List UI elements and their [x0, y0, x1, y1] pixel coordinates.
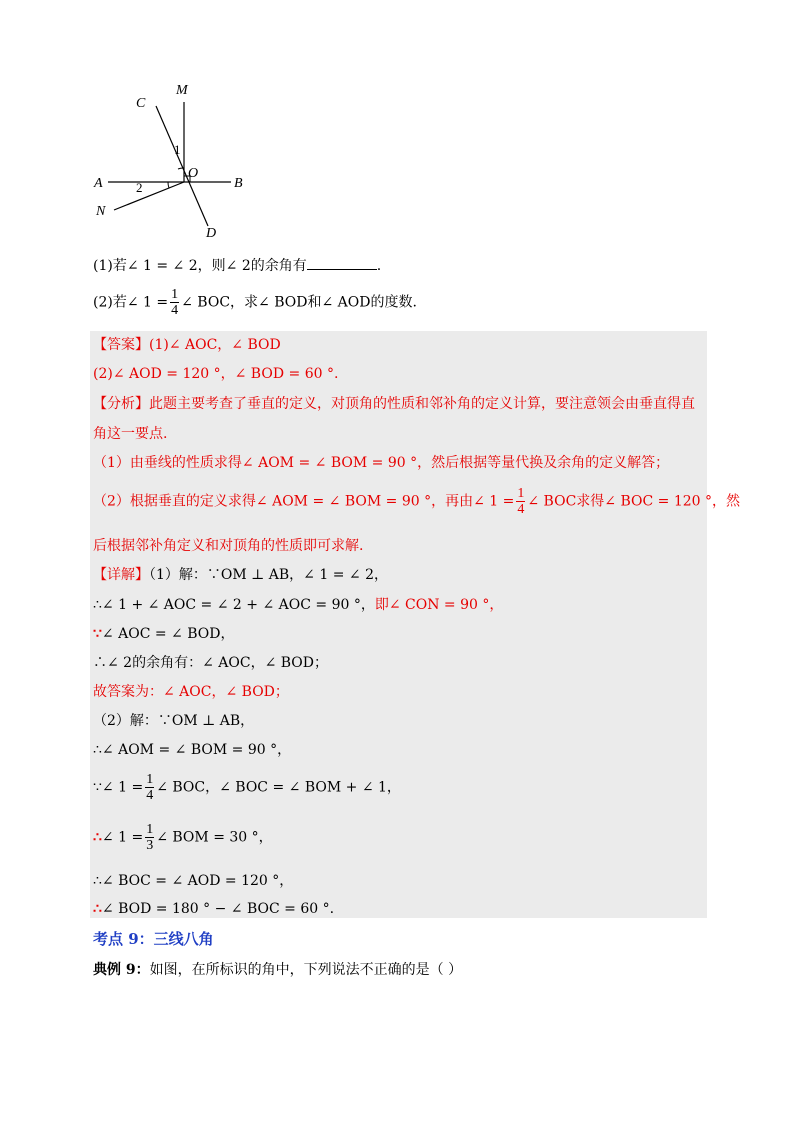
label-m: M: [176, 83, 188, 98]
label-d: D: [206, 226, 217, 241]
detail-line-2: ∴∠ 1 + ∠ AOC = ∠ 2 + ∠ AOC = 90 °，即∠ CON = 90 °，: [93, 597, 504, 613]
detail-line-11: ∴∠ BOD = 180 ° − ∠ BOC = 60 °.: [93, 901, 335, 917]
example-label: 典例 9：: [93, 962, 150, 978]
answer-line-2: (2)∠ AOD = 120 °，∠ BOD = 60 °.: [93, 366, 339, 382]
label-a: A: [94, 176, 103, 191]
detail-line-3: ∵∠ AOC = ∠ BOD，: [93, 626, 235, 642]
label-c: C: [136, 96, 146, 111]
detail-tag: 【详解】: [93, 567, 149, 583]
detail-line-10: ∴∠ BOC = ∠ AOD = 120 °，: [93, 873, 294, 889]
example-line: 典例 9：如图，在所标识的角中，下列说法不正确的是（ ）: [93, 962, 463, 978]
detail-line-6: （2）解：∵OM ⊥ AB，: [93, 713, 255, 729]
analysis-line-1: 【分析】此题主要考查了垂直的定义，对顶角的性质和邻补角的定义计算，要注意领会由垂直得直: [93, 396, 695, 412]
detail-line-9: ∴∠ 1 = $\frac{1}{3}$ ∠ BOM = 30 °，: [93, 822, 273, 853]
analysis-tag: 【分析】: [93, 396, 149, 412]
analysis-line-5: 后根据邻补角定义和对顶角的性质即可求解.: [93, 538, 364, 554]
label-b: B: [234, 176, 243, 191]
geometry-figure: [88, 80, 268, 245]
answer-tag: 【答案】: [93, 337, 149, 353]
answer-line-1: 【答案】(1)∠ AOC，∠ BOD: [93, 337, 281, 353]
label-n: N: [96, 204, 106, 219]
angle-2-arc: [168, 182, 169, 188]
fraction-quarter-2: $\frac{1}{4}$: [517, 486, 525, 517]
analysis-line-2: 角这一要点.: [93, 426, 168, 442]
line-cd: [156, 106, 208, 226]
label-o: O: [188, 166, 199, 181]
detail-line-1: 【详解】（1）解：∵OM ⊥ AB，∠ 1 = ∠ 2，: [93, 567, 388, 583]
detail-line-5: 故答案为：∠ AOC，∠ BOD；: [93, 684, 289, 700]
fraction-quarter: $\frac{1}{4}$: [171, 287, 179, 318]
section-title: 考点 9：三线八角: [93, 930, 214, 948]
answer-blank[interactable]: [307, 257, 377, 270]
fraction-third: $\frac{1}{3}$: [146, 822, 154, 853]
analysis-line-4: （2）根据垂直的定义求得∠ AOM = ∠ BOM = 90 °，再由∠ 1 = $\frac{1}{4}$ ∠ BOC求得∠ BOC = 120 °，然: [93, 486, 740, 517]
question-1: (1)若∠ 1 = ∠ 2，则∠ 2的余角有 .: [93, 258, 382, 274]
ray-on: [114, 182, 184, 210]
detail-line-4: ∴∠ 2的余角有：∠ AOC，∠ BOD；: [93, 655, 328, 671]
detail-line-7: ∴∠ AOM = ∠ BOM = 90 °，: [93, 742, 292, 758]
analysis-line-3: （1）由垂线的性质求得∠ AOM = ∠ BOM = 90 °，然后根据等量代换及余角的定义解答；: [93, 455, 670, 471]
question-2: (2)若∠ 1 = $\frac{1}{4}$ ∠ BOC，求∠ BOD和∠ AOD的度数.: [93, 287, 417, 318]
label-angle-1: 1: [174, 142, 181, 157]
fraction-quarter-3: $\frac{1}{4}$: [146, 772, 154, 803]
detail-line-8: ∵∠ 1 = $\frac{1}{4}$ ∠ BOC，∠ BOC = ∠ BOM + ∠ 1，: [93, 772, 401, 803]
label-angle-2: 2: [136, 180, 143, 195]
